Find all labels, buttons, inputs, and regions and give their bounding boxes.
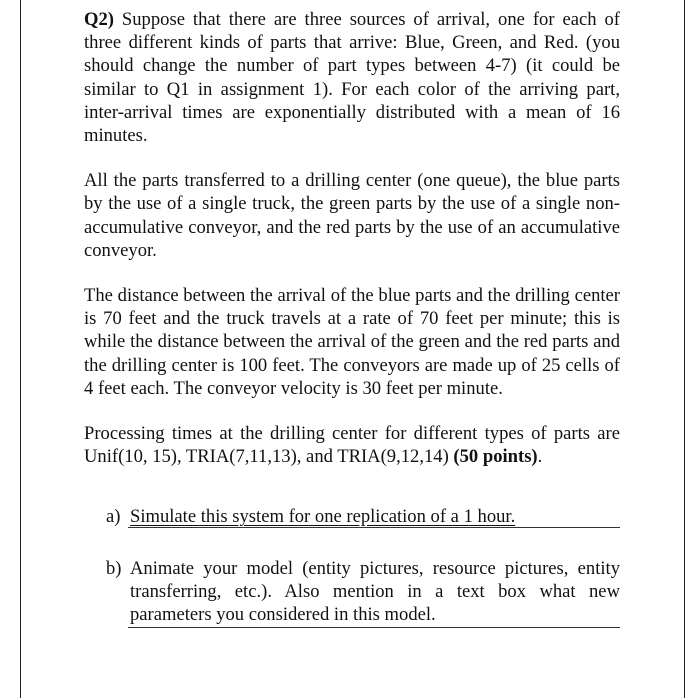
task-text: Animate your model (entity pictures, resource pictures, entity transferring, etc.). Also mention in a text box what new parameters you considered in this model. (130, 557, 620, 626)
processing-paragraph (84, 422, 620, 468)
task-item-b (106, 557, 620, 627)
points-label: (50 points) (453, 446, 538, 468)
right-border (684, 0, 685, 698)
transfer-paragraph: All the parts transferred to a drilling center (one queue), the blue parts by the use of a single truck, the green parts by the use of a single non-accumulative conveyor, and the red parts by the use of an accumulative conveyor. (84, 170, 620, 261)
intro-text: Suppose that there are three sources of arrival, one for each of three different kinds of parts that arrive: Blue, Green, and Red. (you should change the number of part types between 4-7) (it could be similar to Q1 in assignment 1). For each color of the arriving part, inter-arrival times are exponentially distributed with a mean of 16 minutes. (84, 9, 620, 147)
question-title: Q2) (84, 9, 114, 30)
task-list (84, 505, 620, 628)
underline-rule (128, 627, 620, 628)
question-page (84, 8, 620, 628)
task-label: a) (106, 506, 121, 528)
processing-end: . (537, 446, 543, 468)
task-item-a (106, 505, 620, 528)
task-text: Simulate this system for one replication of a 1 hour. (130, 506, 516, 528)
processing-text: Processing times at the drilling center for different types of parts are Unif(10, 15), TRIA(7,11,13), and TRIA(9,12,14) (84, 423, 620, 468)
task-label: b) (106, 557, 122, 579)
intro-paragraph (84, 8, 620, 147)
distance-paragraph: The distance between the arrival of the blue parts and the drilling center is 70 feet and the truck travels at a rate of 70 feet per minute; this is while the distance between the arrival of the green and the red parts and the drilling center is 100 feet. The conveyors are made up of 25 cells of 4 feet each. The conveyor velocity is 30 feet per minute. (84, 285, 620, 399)
left-border (20, 0, 21, 698)
